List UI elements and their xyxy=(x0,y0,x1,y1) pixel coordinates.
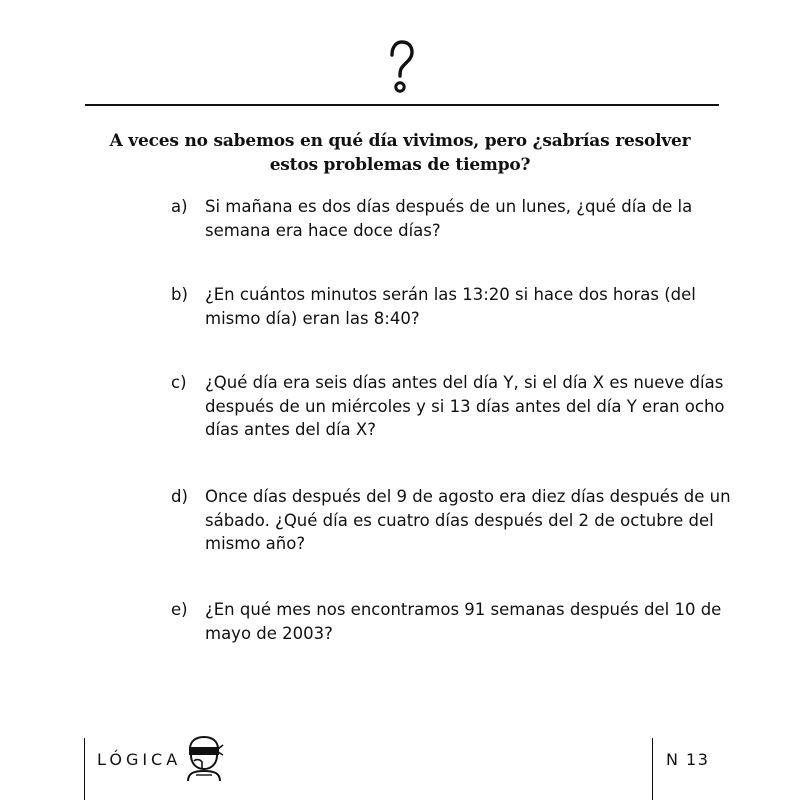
question-label: c) xyxy=(171,373,187,392)
question-d xyxy=(171,485,731,556)
intro-text: A veces no sabemos en qué día vivimos, pero ¿sabrías resolver estos problemas de tiempo? xyxy=(109,131,691,175)
question-text: Si mañana es dos días después de un lunes, ¿qué día de la semana era hace doce días? xyxy=(205,197,693,240)
footer-left-divider xyxy=(84,738,85,800)
question-text: ¿En qué mes nos encontramos 91 semanas después del 10 de mayo de 2003? xyxy=(205,600,722,643)
question-a xyxy=(171,195,731,242)
question-text: Once días después del 9 de agosto era diez días después de un sábado. ¿Qué día es cuatro días después del 2 de octubre del mismo año? xyxy=(205,487,731,553)
footer-right-divider xyxy=(652,738,653,800)
question-mark-icon xyxy=(384,38,418,98)
blindfolded-head-icon xyxy=(184,735,224,781)
question-text: ¿En cuántos minutos serán las 13:20 si hace dos horas (del mismo día) eran las 8:40? xyxy=(205,285,696,328)
question-label: b) xyxy=(171,285,188,304)
question-b xyxy=(171,283,731,330)
question-c xyxy=(171,371,731,442)
header-divider xyxy=(85,104,719,106)
section-label: LÓGICA xyxy=(97,750,182,769)
page-number: N 13 xyxy=(666,750,710,769)
question-e xyxy=(171,598,731,645)
question-label: a) xyxy=(171,197,188,216)
question-label: e) xyxy=(171,600,188,619)
question-label: d) xyxy=(171,487,188,506)
question-text: ¿Qué día era seis días antes del día Y, si el día X es nueve días después de un miércoles y si 13 días antes del día Y eran ocho días antes del día X? xyxy=(205,373,725,439)
